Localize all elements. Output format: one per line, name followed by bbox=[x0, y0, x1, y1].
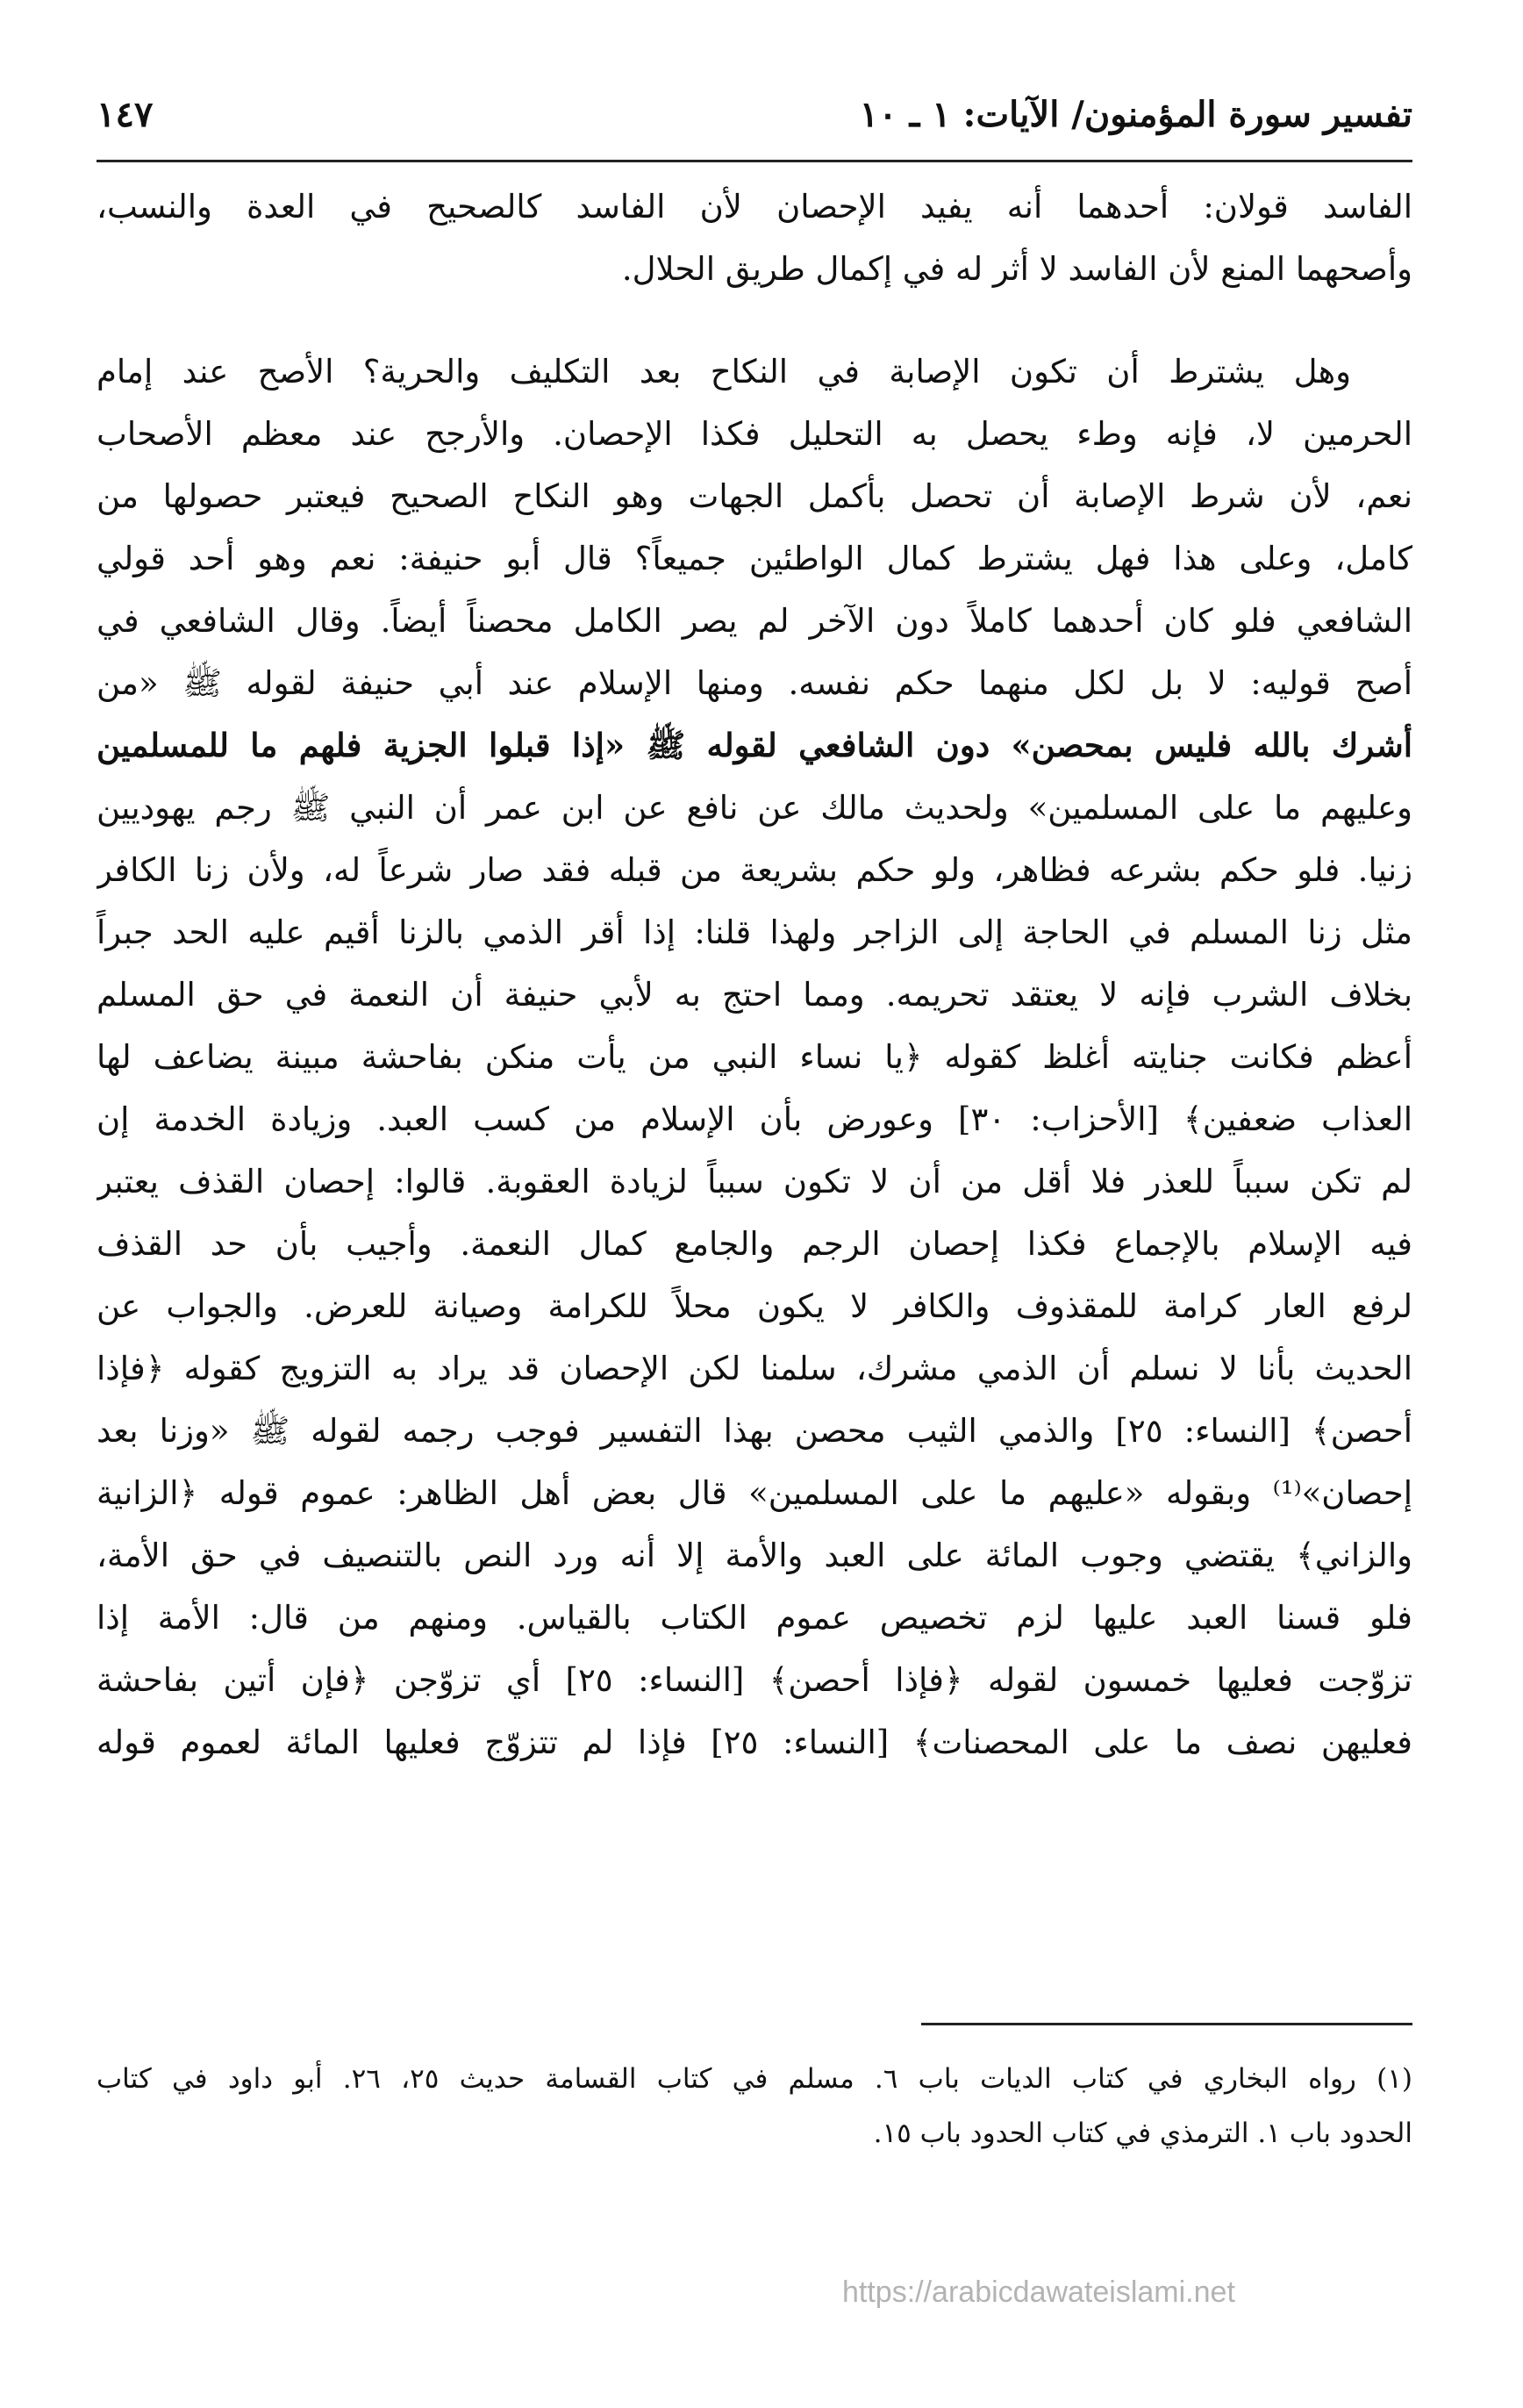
text-line: نعم، لأن شرط الإصابة أن تحصل بأكمل الجهات وهو النكاح الصحيح فيعتبر حصولها من bbox=[97, 477, 1412, 515]
header-rule bbox=[97, 160, 1412, 162]
text-line: العذاب ضعفين﴾ [الأحزاب: ٣٠] وعورض بأن الإسلام من كسب العبد. وزيادة الخدمة إن bbox=[97, 1100, 1412, 1138]
text-line: أحصن﴾ [النساء: ٢٥] والذمي الثيب محصن بهذا التفسير فوجب رجمه لقوله ﷺ «وزنا بعد bbox=[97, 1412, 1412, 1450]
running-title: تفسير سورة المؤمنون/ الآيات: ١ ـ ١٠ bbox=[859, 94, 1412, 135]
text-line: فلو قسنا العبد عليها لزم تخصيص عموم الكتاب بالقياس. ومنهم من قال: الأمة إذا bbox=[97, 1599, 1412, 1637]
watermark-url: https://arabicdawateislami.net bbox=[842, 2275, 1235, 2309]
footnote-line: (١) رواه البخاري في كتاب الديات باب ٦. مسلم في كتاب القسامة حديث ٢٥، ٢٦. أبو داود في كتاب bbox=[97, 2063, 1412, 2095]
text-line: لم تكن سبباً للعذر فلا أقل من أن لا تكون سبباً لزيادة العقوبة. قالوا: إحصان القذف يعتبر bbox=[97, 1163, 1412, 1200]
text-line: الحرمين لا، فإنه وطء يحصل به التحليل فكذا الإحصان. والأرجح عند معظم الأصحاب bbox=[97, 415, 1412, 453]
page-number: ١٤٧ bbox=[97, 94, 154, 135]
text-line: الحديث بأنا لا نسلم أن الذمي مشرك، سلمنا لكن الإحصان قد يراد به التزويج كقوله ﴿فإذا bbox=[97, 1350, 1412, 1387]
text-line: الفاسد قولان: أحدهما أنه يفيد الإحصان لأن الفاسد كالصحيح في العدة والنسب، bbox=[97, 188, 1412, 226]
text-line: بخلاف الشرب فإنه لا يعتقد تحريمه. ومما احتج به لأبي حنيفة أن النعمة في حق المسلم bbox=[97, 976, 1412, 1014]
footnote-line: الحدود باب ١. الترمذي في كتاب الحدود باب ١٥. bbox=[873, 2118, 1412, 2149]
text-line: أصح قوليه: لا بل لكل منهما حكم نفسه. ومنها الإسلام عند أبي حنيفة لقوله ﷺ «من bbox=[97, 664, 1412, 702]
paragraph-gap bbox=[97, 300, 1412, 340]
body-text bbox=[97, 176, 1412, 1774]
text-line: وعليهم ما على المسلمين» ولحديث مالك عن نافع عن ابن عمر أن النبي ﷺ رجم يهوديين bbox=[97, 789, 1412, 827]
text-line: أعظم فكانت جنايته أغلظ كقوله ﴿يا نساء النبي من يأت منكن بفاحشة مبينة يضاعف لها bbox=[97, 1038, 1412, 1076]
text-line: كامل، وعلى هذا فهل يشترط كمال الواطئين جميعاً؟ قال أبو حنيفة: نعم وهو أحد قولي bbox=[97, 540, 1412, 577]
text-line: مثل زنا المسلم في الحاجة إلى الزاجر ولهذا قلنا: إذا أقر الذمي بالزنا أقيم عليه الحد جبراً bbox=[97, 914, 1412, 951]
text-line: زنيا. فلو حكم بشرعه فظاهر، ولو حكم بشريعة من قبله فقد صار شرعاً له، ولأن زنا الكافر bbox=[97, 851, 1412, 889]
footnotes bbox=[97, 2052, 1412, 2161]
text-line: لرفع العار كرامة للمقذوف والكافر لا يكون محلاً للكرامة وصيانة للعرض. والجواب عن bbox=[97, 1287, 1412, 1325]
text-line: إحصان»⁽¹⁾ وبقوله «عليهم ما على المسلمين» قال بعض أهل الظاهر: عموم قوله ﴿الزانية bbox=[97, 1474, 1412, 1512]
text-line: الشافعي فلو كان أحدهما كاملاً دون الآخر لم يصر الكامل محصناً أيضاً. وقال الشافعي في bbox=[97, 602, 1412, 640]
text-line: والزاني﴾ يقتضي وجوب المائة على العبد والأمة إلا أنه ورد النص بالتنصيف في حق الأمة، bbox=[97, 1537, 1412, 1574]
text-line: فيه الإسلام بالإجماع فكذا إحصان الرجم والجامع كمال النعمة. وأجيب بأن حد القذف bbox=[97, 1225, 1412, 1263]
text-line: وأصحهما المنع لأن الفاسد لا أثر له في إكمال طريق الحلال. bbox=[621, 250, 1412, 288]
text-line: تزوّجت فعليها خمسون لقوله ﴿فإذا أحصن﴾ [النساء: ٢٥] أي تزوّجن ﴿فإن أتين بفاحشة bbox=[97, 1661, 1412, 1699]
text-line: أشرك بالله فليس بمحصن» دون الشافعي لقوله ﷺ «إذا قبلوا الجزية فلهم ما للمسلمين bbox=[97, 726, 1412, 764]
page-header bbox=[97, 83, 1412, 154]
text-line: فعليهن نصف ما على المحصنات﴾ [النساء: ٢٥] فإذا لم تتزوّج فعليها المائة لعموم قوله bbox=[97, 1724, 1412, 1761]
text-line: وهل يشترط أن تكون الإصابة في النكاح بعد التكليف والحرية؟ الأصح عند إمام bbox=[97, 353, 1351, 391]
footnote-rule bbox=[921, 2023, 1412, 2025]
